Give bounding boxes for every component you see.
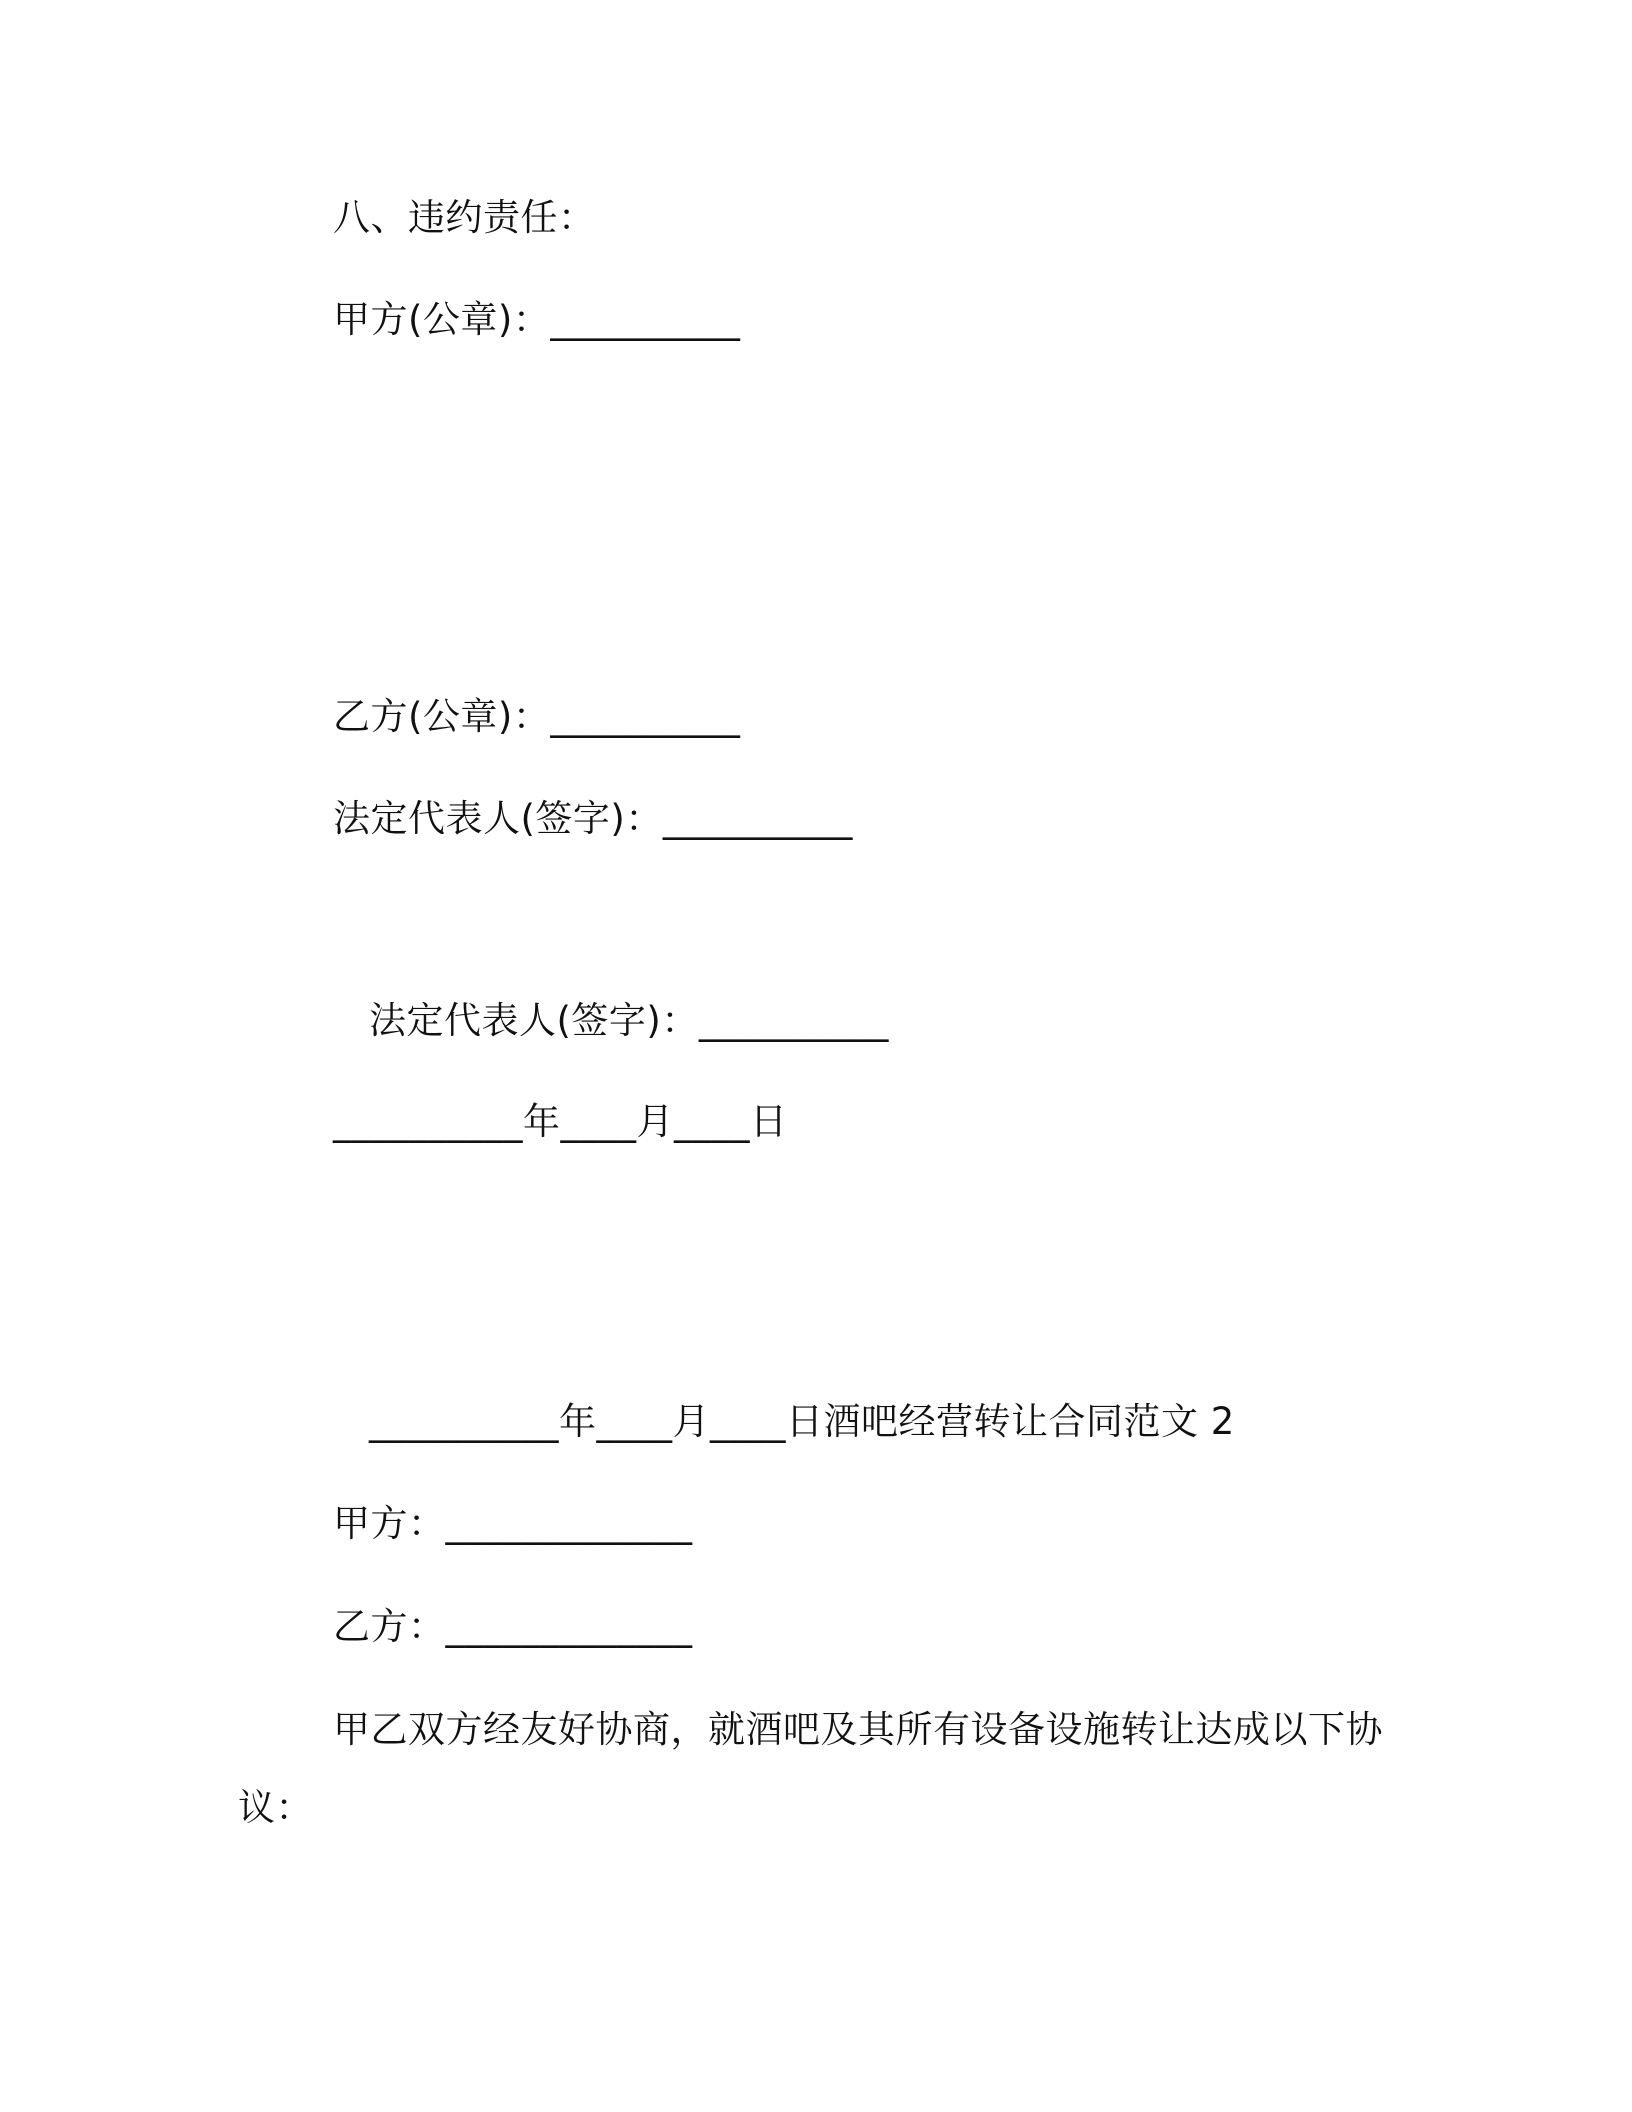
party-b-seal-line: 乙方(公章)：__________ [333,695,741,738]
legal-representative-signature-line-2: 法定代表人(签字)：__________ [369,999,889,1042]
party-a-seal-line: 甲方(公章)：__________ [333,298,741,341]
agreement-paragraph-line-2: 议： [238,1786,313,1829]
agreement-paragraph-line-1: 甲乙双方经友好协商，就酒吧及其所有设备设施转让达成以下协 [333,1708,1383,1751]
legal-representative-signature-line: 法定代表人(签字)：__________ [333,797,853,840]
contract-title-line: __________年____月____日酒吧经营转让合同范文 2 [369,1400,1235,1443]
date-line: __________年____月____日 [333,1100,788,1143]
party-b-line: 乙方：_____________ [333,1605,693,1648]
party-a-line: 甲方：_____________ [333,1502,693,1545]
section-heading-breach-liability: 八、违约责任： [333,196,596,239]
